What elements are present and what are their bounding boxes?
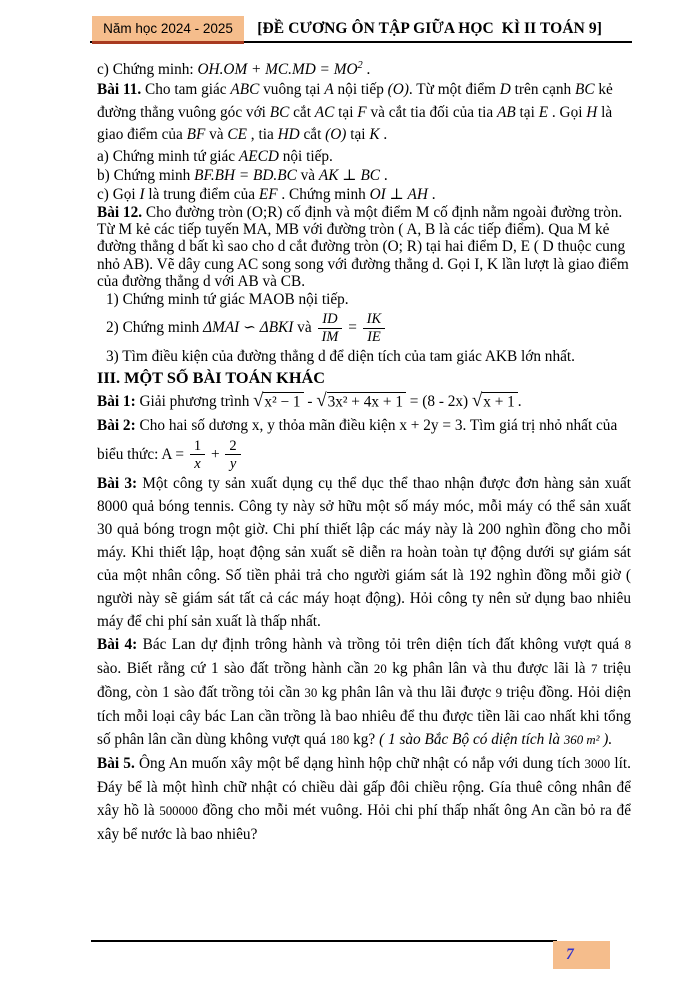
text-segment: - [303, 393, 317, 411]
text-segment: kg phân lân và thu được lãi là [386, 660, 592, 678]
text-segment: III. MỘT SỐ BÀI TOÁN KHÁC [97, 368, 325, 388]
page-number: 7 [566, 946, 574, 963]
text-segment: AECD [238, 147, 279, 165]
bai-11-c [97, 185, 631, 204]
text-segment: 30 [304, 686, 318, 701]
text-segment: D [499, 81, 511, 98]
text-segment: Một công ty sản xuất dụng cụ thể dục thể thao nhận được đơn hàng sản xuất 8000 quả bóng tennis. Công ty này sở hữu một số máy móc, mỗi máy có thể sản xuất 30 quả bóng trogn một giờ. Chi phí thiết lập các máy này là 200 nghìn đồng cho mỗi máy. Khi thiết lập, hoạt động sản xuất sẽ diễn ra hoàn toàn tự động dưới sự giám sát của một nhân công. Số tiền phải trả cho người giám sát là 192 nghìn đồng mỗi giờ ( người này sẽ giám sát tất cả các máy hoạt động). Hỏi công ty nên sử dụng bao nhiêu máy để chi phí sản xuất là thấp nhất. [97, 475, 631, 631]
text-segment: nội tiếp [333, 81, 388, 98]
text-segment: Ông An muốn xây một bể dạng hình hộp chữ nhật có nắp với dung tích [134, 755, 585, 773]
text-segment: . [427, 185, 436, 203]
text-segment: . [362, 61, 371, 78]
text-segment: E [538, 103, 549, 121]
text-segment: và [293, 318, 316, 336]
text-segment: 2) Chứng minh [106, 318, 204, 336]
text-segment: c) Chứng minh: [97, 61, 198, 78]
footer-rule [91, 940, 557, 942]
bai-11-a [97, 147, 631, 166]
bai-5 [97, 752, 631, 846]
radical-sign-icon: √ [316, 390, 327, 412]
text-segment: 500000 [159, 804, 198, 819]
math-square-root [316, 390, 406, 412]
text-segment: . Chứng minh [277, 185, 370, 203]
text-segment: Giải phương trình [135, 393, 254, 411]
text-segment: H [586, 103, 598, 121]
text-segment: Bài 5. [97, 755, 135, 773]
document-title: [ĐỀ CƯƠNG ÔN TẬP GIỮA HỌC KÌ II TOÁN 9] [257, 20, 602, 37]
text-segment: , tia [246, 126, 278, 143]
proof-line-c [97, 60, 631, 79]
page-header [90, 15, 632, 43]
text-segment: I [139, 185, 145, 203]
fraction-numerator: 1 [190, 438, 205, 456]
text-segment: + [207, 445, 224, 463]
math-fraction [190, 438, 205, 473]
text-segment: Bài 2: [97, 417, 136, 435]
bai-2 [97, 415, 631, 472]
text-segment: Bài 11. [97, 81, 142, 98]
fraction-denominator: IE [367, 329, 381, 346]
bai-12-item-3 [97, 348, 631, 367]
text-segment: và [296, 166, 319, 184]
text-segment: 2 [357, 59, 363, 71]
text-segment: triệu đồng. Hỏi diện tích mỗi loại cây bác Lan cần trồng là bao nhiêu để thu được tiền lãi cao nhất khi tổng số phân lân cần dùng không vượt quá [97, 684, 632, 749]
bai-3 [97, 472, 631, 633]
bai-12 [97, 204, 631, 291]
text-segment: Bài 4: [97, 636, 138, 654]
text-segment: (O) [387, 81, 409, 98]
text-segment: Bài 12. [97, 203, 143, 221]
bai-11 [97, 79, 631, 147]
text-segment: là trung điểm của [144, 185, 259, 203]
fraction-numerator: ID [318, 311, 341, 329]
text-segment: A [324, 81, 334, 98]
text-segment: kẻ đường thẳng vuông góc với [97, 81, 613, 121]
text-segment: Bác Lan dự định trông hành và trồng tỏi trên diện tích đất không vượt quá [137, 636, 625, 654]
text-segment: và [205, 126, 228, 143]
text-segment: OI ⊥ AH [369, 185, 428, 203]
text-segment: cắt [299, 126, 326, 143]
text-segment: . Từ một điểm [408, 81, 500, 98]
text-segment: a) Chứng minh tứ giác [97, 147, 239, 165]
math-fraction [225, 438, 240, 473]
text-segment: AK ⊥ BC [318, 166, 381, 184]
text-segment: ABC [230, 81, 260, 98]
school-year-label: Năm học 2024 - 2025 [103, 21, 233, 36]
text-segment: . [379, 126, 388, 143]
text-segment: cắt [289, 103, 315, 121]
bai-1 [97, 388, 631, 415]
text-segment: EF [258, 185, 278, 203]
text-segment: CE [227, 126, 247, 143]
text-segment: F [357, 103, 367, 121]
text-segment: BC [269, 103, 290, 121]
school-year-badge [92, 16, 244, 44]
text-segment: Cho đường tròn (O;R) cố định và một điểm M cố định nằm ngoài đường tròn. Từ M kẻ các tiếp tuyến MA, MB với đường tròn ( A, B là các tiếp điểm). Qua M kẻ đường thẳng d bất kì sao cho d cắt đường tròn (O; R) tại hai điểm D, E ( D thuộc cung nhỏ AB). Vẽ dây cung AC song song với đường thẳng d. Gọi I, K lần lượt là giao điểm của đường thẳng d với AB và CB. [97, 203, 629, 291]
text-segment: BC [575, 81, 595, 98]
text-segment: kg? [349, 731, 380, 749]
text-segment: Cho tam giác [141, 81, 231, 98]
text-segment: và cắt tia đối của tia [366, 103, 498, 121]
bai-11-b [97, 166, 631, 185]
fraction-denominator: y [229, 455, 237, 472]
text-segment: ). [599, 731, 613, 749]
text-segment: tại [334, 103, 358, 121]
text-segment: lít. Đáy bể là một hình chữ nhật có chiều dài gấp đôi chiều rộng. Gía thuê công nhân để xây hồ là [97, 755, 631, 820]
text-segment: 9 [495, 686, 503, 701]
text-segment: . [517, 393, 522, 411]
text-segment: BF [186, 126, 206, 143]
radicand: 3x² + 4x + 1 [327, 392, 406, 411]
text-segment: 1) Chứng minh tứ giác MAOB nội tiếp. [106, 290, 349, 308]
text-segment: sào. Biết rằng cứ 1 sào đất trồng hành cần [97, 660, 374, 678]
text-segment: K [369, 126, 380, 143]
radical-sign-icon: √ [471, 390, 483, 412]
text-segment: 360 m² [563, 733, 600, 748]
text-segment: (O) [325, 126, 347, 143]
text-segment: Cho hai số dương x, y thỏa mãn điều kiện x + 2y = 3. Tìm giá trị nhỏ nhất của biểu thức: A = [97, 417, 618, 463]
text-segment: kg phân lân và thu lãi được [317, 684, 496, 702]
text-segment: HD [277, 126, 300, 143]
fraction-numerator: IK [363, 311, 386, 329]
text-segment: . Gọi [548, 103, 587, 121]
text-segment: tại [515, 103, 539, 121]
text-segment: đồng cho mỗi mét vuông. Hỏi chi phí thấp nhất ông An cần bỏ ra để xây bể nước là bao nhiêu? [97, 802, 631, 844]
text-segment: ( 1 sào Bắc Bộ có diện tích là [379, 731, 564, 749]
math-fraction [317, 311, 342, 346]
text-segment: . [380, 166, 388, 184]
text-segment: trên cạnh [510, 81, 575, 98]
text-segment: 7 [591, 662, 598, 677]
text-segment: b) Chứng minh [97, 166, 195, 184]
fraction-denominator: IM [321, 329, 339, 346]
bai-12-item-2 [97, 311, 631, 346]
radical-sign-icon: √ [253, 390, 264, 412]
section-iii-heading [97, 368, 631, 388]
text-segment: AB [497, 103, 516, 121]
text-segment: 8 [624, 638, 632, 653]
text-segment: tại [346, 126, 370, 143]
text-segment: 20 [373, 662, 387, 677]
text-segment: = (8 - 2x) [405, 393, 472, 411]
bai-12-item-1 [97, 291, 631, 310]
fraction-denominator: x [194, 455, 201, 472]
radicand: x + 1 [482, 392, 518, 411]
text-segment: 180 [330, 733, 350, 748]
text-segment: AC [314, 103, 335, 121]
text-segment: Bài 3: [97, 475, 138, 493]
math-square-root [471, 390, 518, 412]
text-segment: ΔMAI ∽ ΔBKI [203, 318, 294, 336]
text-segment: BF.BH = BD.BC [194, 166, 297, 184]
text-segment: = [344, 318, 361, 336]
text-segment: vuông tại [259, 81, 325, 98]
math-square-root [253, 390, 303, 412]
text-segment: triệu đồng, còn 1 sào đất trồng tỏi cần [97, 660, 631, 702]
text-segment: 3000 [584, 757, 611, 772]
radicand: x² − 1 [263, 392, 303, 411]
text-segment: Bài 1: [97, 393, 136, 411]
text-segment: 3) Tìm điều kiện của đường thẳng d để diện tích của tam giác AKB lớn nhất. [106, 347, 575, 365]
text-segment: là giao điểm của [97, 103, 613, 143]
bai-4 [97, 633, 631, 752]
document-body [97, 60, 631, 846]
text-segment: nội tiếp. [278, 147, 333, 165]
math-fraction [363, 311, 386, 346]
text-segment: c) Gọi [97, 185, 140, 203]
page-number-badge [553, 941, 610, 969]
fraction-numerator: 2 [225, 438, 240, 456]
text-segment: OH.OM + MC.MD = MO [197, 61, 358, 78]
